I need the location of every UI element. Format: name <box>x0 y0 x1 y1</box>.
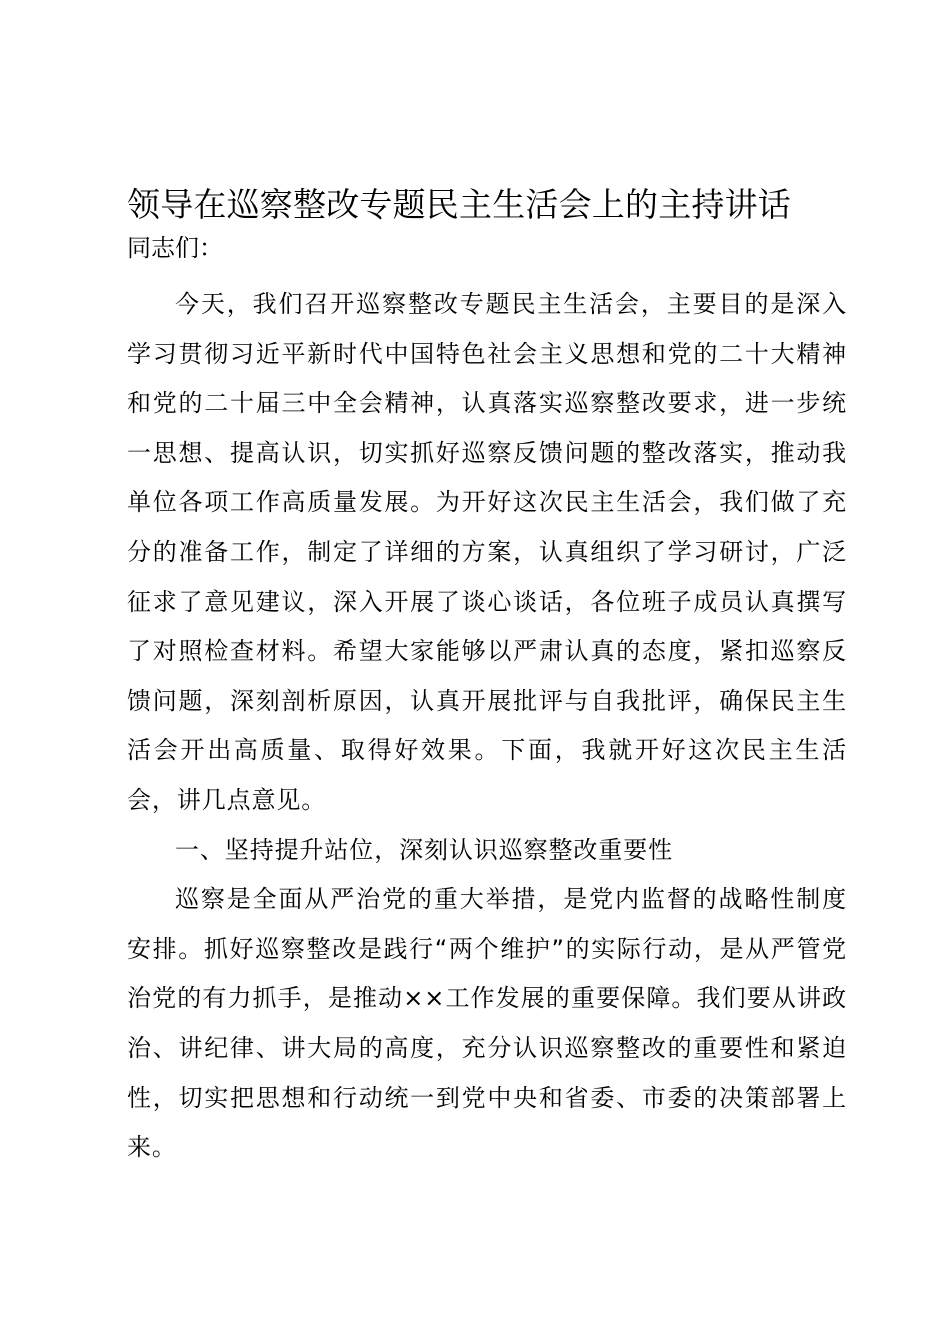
section-paragraph: 巡察是全面从严治党的重大举措，是党内监督的战略性制度安排。抓好巡察整改是践行“两个维护”的实际行动，是从严管党治党的有力抓手，是推动××工作发展的重要保障。我们要从讲政治、讲纪律、讲大局的高度，充分认识巡察整改的重要性和紧迫性，切实把思想和行动统一到党中央和省委、市委的决策部署上来。 <box>127 885 847 1162</box>
section-heading: 一、坚持提升站位，深刻认识巡察整改重要性 <box>175 835 673 864</box>
document-body <box>127 180 847 1173</box>
document-title: 领导在巡察整改专题民主生活会上的主持讲话 <box>127 185 791 224</box>
salutation: 同志们： <box>127 234 223 262</box>
opening-paragraph: 今天，我们召开巡察整改专题民主生活会，主要目的是深入学习贯彻习近平新时代中国特色社会主义思想和党的二十大精神和党的二十届三中全会精神，认真落实巡察整改要求，进一步统一思想、提高认识，切实抓好巡察反馈问题的整改落实，推动我单位各项工作高质量发展。为开好这次民主生活会，我们做了充分的准备工作，制定了详细的方案，认真组织了学习研讨，广泛征求了意见建议，深入开展了谈心谈话，各位班子成员认真撰写了对照检查材料。希望大家能够以严肃认真的态度，紧扣巡察反馈问题，深刻剖析原因，认真开展批评与自我批评，确保民主生活会开出高质量、取得好效果。下面，我就开好这次民主生活会，讲几点意见。 <box>127 290 847 814</box>
